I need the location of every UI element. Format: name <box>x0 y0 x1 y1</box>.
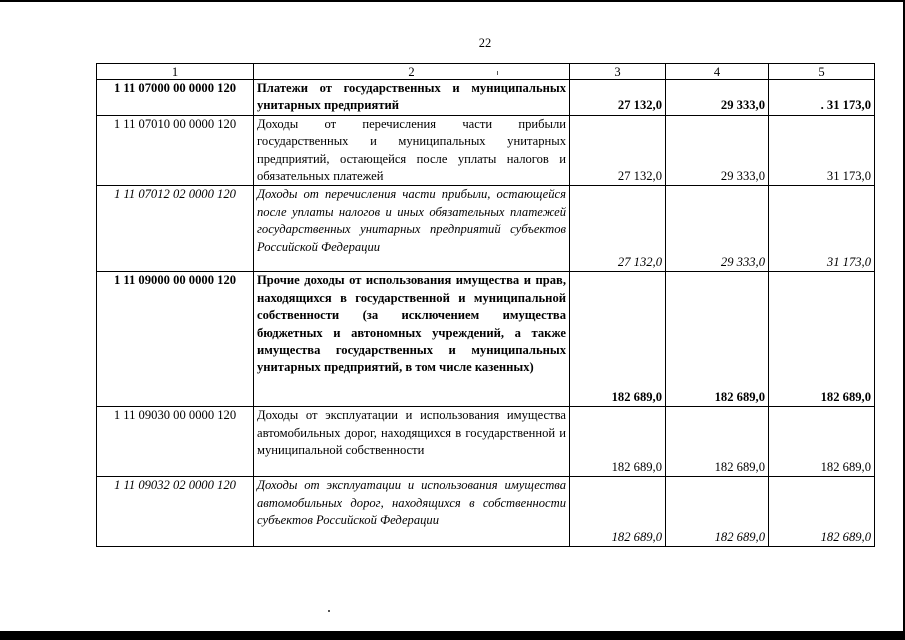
scan-artifact-dot <box>328 610 330 612</box>
table-row <box>97 272 875 407</box>
amount-col-5: 31 173,0 <box>769 115 875 186</box>
amount-col-4: 29 333,0 <box>666 115 769 186</box>
table-row <box>97 80 875 116</box>
revenue-description: Доходы от перечисления части прибыли государственных и муниципальных унитарных предприятий, остающейся после уплаты налогов и обязательных платежей <box>254 115 570 186</box>
column-header-1: 1 <box>97 64 254 80</box>
classification-code: 1 11 09030 00 0000 120 <box>97 407 254 477</box>
revenue-description: Платежи от государственных и муниципальных унитарных предприятий <box>254 80 570 116</box>
amount-col-5: 182 689,0 <box>769 272 875 407</box>
amount-col-3: 27 132,0 <box>570 186 666 272</box>
revenue-description: Прочие доходы от использования имущества и прав, находящихся в государственной и муниципальной собственности (за исключением имущества бюджетных и автономных учреждений, а также имущества государственных и муниципальных унитарных предприятий, в том числе казенных) <box>254 272 570 407</box>
amount-col-5: 182 689,0 <box>769 407 875 477</box>
revenue-table <box>96 63 875 547</box>
amount-col-5: . 31 173,0 <box>769 80 875 116</box>
amount-col-3: 27 132,0 <box>570 80 666 116</box>
amount-col-5: 182 689,0 <box>769 477 875 547</box>
table-row <box>97 115 875 186</box>
amount-col-5: 31 173,0 <box>769 186 875 272</box>
amount-col-4: 182 689,0 <box>666 407 769 477</box>
classification-code: 1 11 09032 02 0000 120 <box>97 477 254 547</box>
column-header-2: 2 <box>254 64 570 80</box>
amount-col-4: 182 689,0 <box>666 272 769 407</box>
revenue-description: Доходы от эксплуатации и использования имущества автомобильных дорог, находящихся в собственности субъектов Российской Федерации <box>254 477 570 547</box>
table-row <box>97 477 875 547</box>
classification-code: 1 11 09000 00 0000 120 <box>97 272 254 407</box>
revenue-description: Доходы от перечисления части прибыли, остающейся после уплаты налогов и иных обязательных платежей государственных унитарных предприятий субъектов Российской Федерации <box>254 186 570 272</box>
amount-col-3: 182 689,0 <box>570 477 666 547</box>
column-header-4: 4 <box>666 64 769 80</box>
table-row <box>97 186 875 272</box>
column-header-3: 3 <box>570 64 666 80</box>
column-header-5: 5 <box>769 64 875 80</box>
scan-border-top <box>0 0 905 2</box>
amount-col-3: 182 689,0 <box>570 407 666 477</box>
classification-code: 1 11 07012 02 0000 120 <box>97 186 254 272</box>
amount-col-4: 29 333,0 <box>666 80 769 116</box>
page-number: 22 <box>478 36 492 50</box>
revenue-description: Доходы от эксплуатации и использования имущества автомобильных дорог, находящихся в государственной и муниципальной собственности <box>254 407 570 477</box>
amount-col-4: 182 689,0 <box>666 477 769 547</box>
table-header-row <box>97 64 875 80</box>
amount-col-3: 182 689,0 <box>570 272 666 407</box>
table-row <box>97 407 875 477</box>
amount-col-3: 27 132,0 <box>570 115 666 186</box>
classification-code: 1 11 07000 00 0000 120 <box>97 80 254 116</box>
amount-col-4: 29 333,0 <box>666 186 769 272</box>
scan-border-bottom <box>0 631 905 640</box>
classification-code: 1 11 07010 00 0000 120 <box>97 115 254 186</box>
